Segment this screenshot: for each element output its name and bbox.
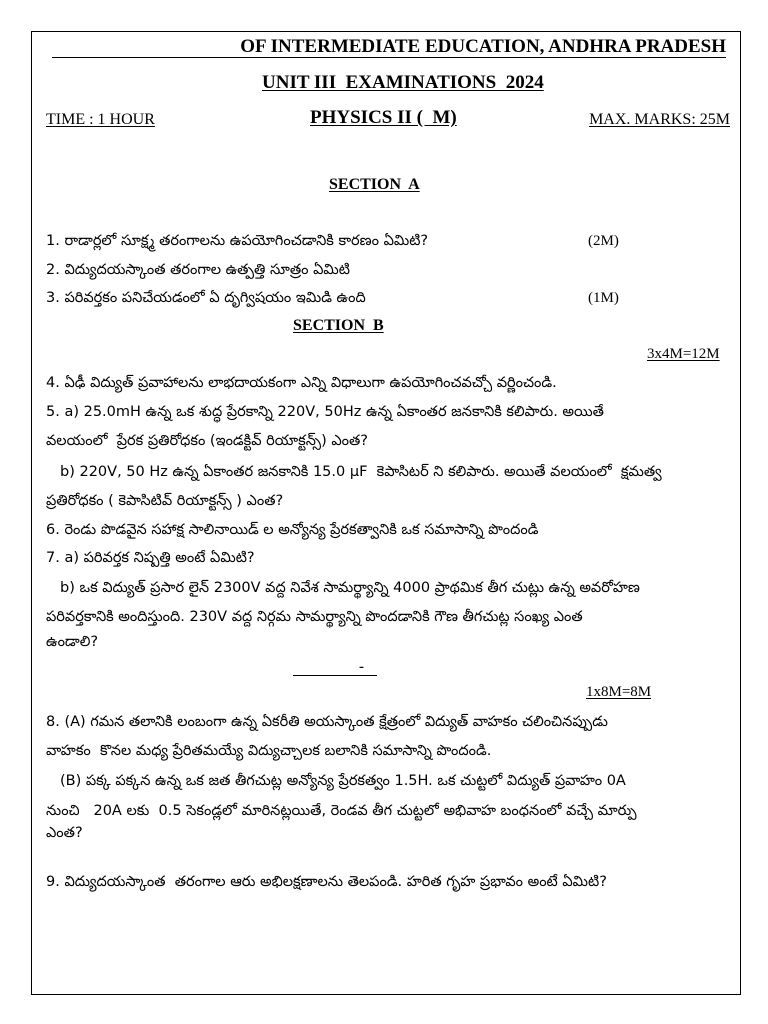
question-7b-line-2: పరివర్తకానికి అందిస్తుంది. 230V వద్ద నిర్గమ సామర్థ్యాన్ని పొందడానికి గౌణ తీగచుట్ల సంఖ్య ఎంత — [46, 609, 583, 625]
question-6: 6. రెండు పొడవైన సహాక్ష సాలినాయిడ్ ల అన్యోన్య ప్రేరకత్వానికి ఒక సమాసాన్ని పొందండి — [46, 522, 539, 538]
section-a-title: SECTION A — [329, 176, 420, 193]
question-7b-line-3: ఉండాలి? — [46, 634, 99, 650]
question-4: 4. ఏఢీ విద్యుత్ ప్రవాహాలను లాభదాయకంగా ఎన్ని విధాలుగా ఉపయోగించవచ్చో వర్ణించండి. — [46, 375, 557, 391]
section-c-instruction — [46, 680, 578, 704]
section-a-instruction — [46, 198, 736, 222]
header-rule — [52, 57, 726, 58]
question-2: 2. విద్యుదయస్కాంత తరంగాల ఉత్పత్తి సూత్రం ఏమిటి — [46, 262, 350, 278]
question-5a-line-2: వలయంలో ప్రేరక ప్రతిరోధకం (ఇండక్టివ్ రియాక్టన్స్) ఎంత? — [46, 433, 368, 449]
question-1: 1. రాడార్లలో సూక్ష్మ తరంగాలను ఉపయోగించడానికి కారణం ఏమిటి? — [46, 233, 429, 249]
section-b-marks: 3x4M=12M — [647, 346, 720, 362]
exam-time: TIME : 1 HOUR — [46, 111, 155, 128]
question-7a: 7. a) పరివర్తక నిష్పత్తి అంటే ఏమిటి? — [46, 550, 255, 566]
question-8b-line-2: నుంచి 20A లకు 0.5 సెకండ్లలో మారినట్లయితే, రెండవ తీగ చుట్టలో అభివాహ బంధనంలో వచ్చే మార్పు — [46, 803, 637, 819]
question-1-marks: (2M) — [588, 233, 619, 249]
subject-title: PHYSICS II ( M) — [310, 107, 457, 128]
question-8b-line-3: ఎంత? — [46, 825, 83, 841]
board-title: OF INTERMEDIATE EDUCATION, ANDHRA PRADESH — [240, 36, 726, 57]
question-8b-line-1: (B) పక్క పక్కన ఉన్న ఒక జత తీగచుట్ల అన్యోన్య ప్రేరకత్వం 1.5H. ఒక చుట్టలో విద్యుత్ ప్రవాహం 0A — [60, 773, 626, 789]
question-8a-line-1: 8. (A) గమన తలానికి లంబంగా ఉన్న ఏకరీతి అయస్కాంత క్షేత్రంలో విద్యుత్ వాహకం చలించినప్పుడు — [46, 714, 608, 730]
question-3-marks: (1M) — [588, 290, 619, 306]
max-marks: MAX. MARKS: 25M — [589, 111, 730, 128]
exam-title: UNIT III EXAMINATIONS 2024 — [262, 72, 544, 93]
question-7b-line-1: b) ఒక విద్యుత్ ప్రసార లైన్ 2300V వద్ద నివేశ సామర్థ్యాన్ని 4000 ప్రాథమిక తీగ చుట్లు ఉన్న అవరోహణ — [60, 580, 640, 596]
question-9: 9. విద్యుదయస్కాంత తరంగాల ఆరు అభిలక్షణాలను తెలపండి. హరిత గృహ ప్రభావం అంటే ఏమిటి? — [46, 874, 607, 890]
question-5b-line-2: ప్రతిరోధకం ( కెపాసిటివ్ రియాక్టన్స్ ) ఎంత? — [46, 493, 284, 509]
question-8a-line-2: వాహకం కొనల మధ్య ప్రేరితమయ్యే విద్యుచ్చాలక బలానికి సమాసాన్ని పొందండి. — [46, 743, 492, 759]
question-5b-line-1: b) 220V, 50 Hz ఉన్న ఏకాంతర జనకానికి 15.0 μF కెపాసిటర్ ని కలిపారు. అయితే వలయంలో క్షమత్వ — [60, 464, 662, 480]
section-divider-mark: - — [359, 659, 364, 675]
question-5a-line-1: 5. a) 25.0mH ఉన్న ఒక శుద్ధ ప్రేరకాన్ని 220V, 50Hz ఉన్న ఏకాంతర జనకానికి కలిపారు. అయితే — [46, 404, 604, 420]
section-b-instruction — [46, 342, 638, 366]
section-b-title: SECTION B — [293, 317, 384, 334]
question-3: 3. పరివర్తకం పనిచేయడంలో ఏ దృగ్విషయం ఇమిడి ఉంది — [46, 290, 366, 306]
section-divider-rule — [293, 675, 377, 676]
section-c-marks: 1x8M=8M — [586, 684, 652, 700]
